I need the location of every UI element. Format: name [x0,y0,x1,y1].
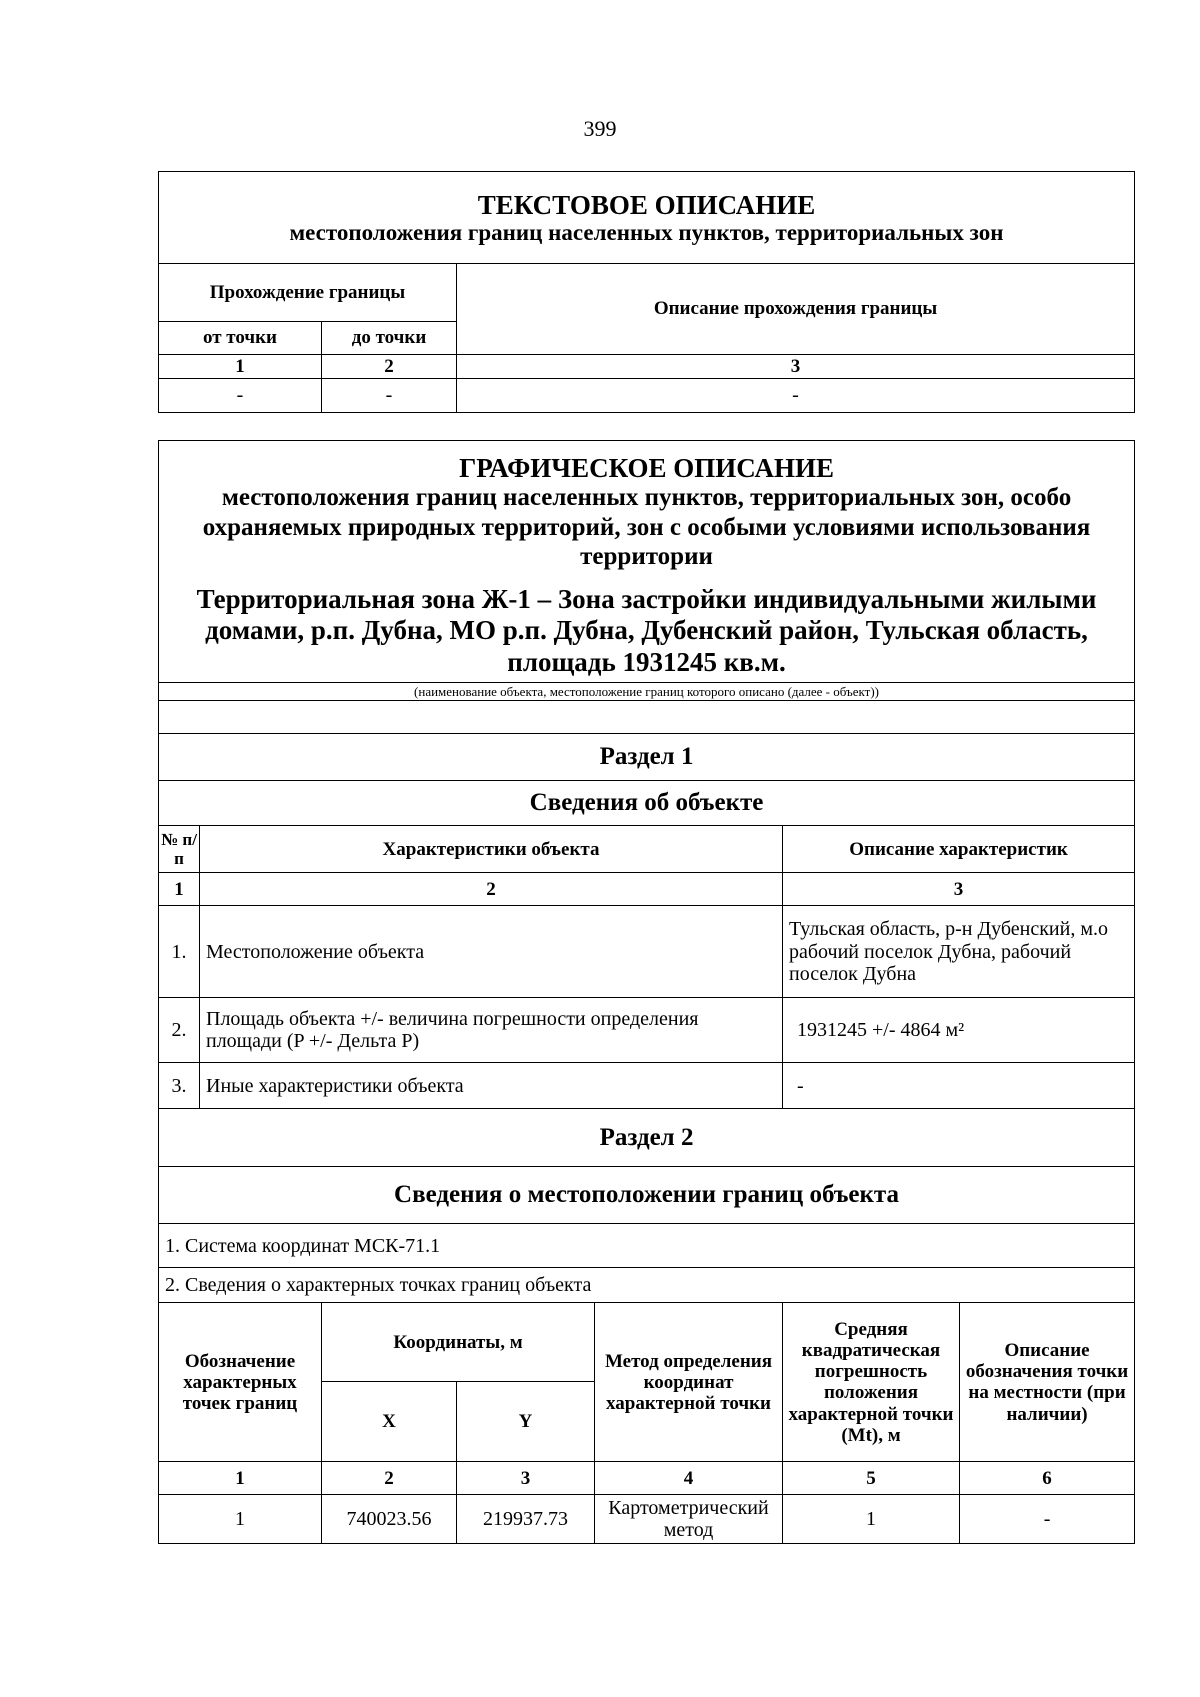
coordinates-header: Координаты, м [322,1303,595,1382]
column-number: 5 [783,1462,960,1495]
boundary-passage-header: Прохождение границы [159,264,457,322]
point-description-cell: - [960,1495,1135,1544]
section2-subtitle: Сведения о местоположении границ объекта [159,1167,1135,1224]
method-header: Метод определения координат характерной точки [595,1303,783,1462]
characteristic-value: 1931245 +/- 4864 м² [783,998,1135,1063]
row-number: 3. [159,1063,200,1109]
characteristic-value: - [783,1063,1135,1109]
x-header: X [322,1382,457,1462]
column-number: 3 [783,873,1135,906]
column-number: 2 [322,355,457,379]
characteristic-name: Иные характеристики объекта [200,1063,783,1109]
graphic-description-table [158,440,1135,1544]
characteristic-value: Тульская область, р-н Дубенский, м.о рабочий поселок Дубна, рабочий поселок Дубна [783,906,1135,998]
characteristic-name: Местоположение объекта [200,906,783,998]
x-coordinate-cell: 740023.56 [322,1495,457,1544]
column-number: 6 [960,1462,1135,1495]
point-designation-cell: 1 [159,1495,322,1544]
y-coordinate-cell: 219937.73 [457,1495,595,1544]
to-point-cell: - [322,379,457,413]
boundary-description-header: Описание прохождения границы [457,264,1135,355]
y-header: Y [457,1382,595,1462]
row-number: 1. [159,906,200,998]
section1-title: Раздел 1 [159,734,1135,781]
column-number: 4 [595,1462,783,1495]
page-number: 399 [583,116,617,141]
row-number: 2. [159,998,200,1063]
empty-row [159,701,1135,734]
method-cell: Картометрический метод [595,1495,783,1544]
row-number-header: № п/п [159,826,200,873]
error-header: Средняя квадратическая погрешность положения характерной точки (Mt), м [783,1303,960,1462]
point-description-header: Описание обозначения точки на местности (при наличии) [960,1303,1135,1462]
text-description-header [159,172,1135,264]
object-name-note: (наименование объекта, местоположение границ которого описано (далее - объект)) [159,683,1135,701]
to-point-header: до точки [322,322,457,355]
characteristics-description-header: Описание характеристик [783,826,1135,873]
graphic-description-subtitle: местоположения границ населенных пунктов, территориальных зон, особо охраняемых природных территорий, зон с особыми условиями использования территории [202,484,1091,571]
column-number: 2 [322,1462,457,1495]
error-cell: 1 [783,1495,960,1544]
boundary-description-cell: - [457,379,1135,413]
graphic-description-title: ГРАФИЧЕСКОЕ ОПИСАНИЕ [459,453,834,483]
graphic-description-header [159,441,1135,683]
from-point-cell: - [159,379,322,413]
characteristic-name: Площадь объекта +/- величина погрешности определения площади (P +/- Дельта P) [200,998,783,1063]
column-number: 1 [159,355,322,379]
text-description-title: ТЕКСТОВОЕ ОПИСАНИЕ [477,189,816,220]
text-description-subtitle: местоположения границ населенных пунктов, территориальных зон [289,219,1004,245]
column-number: 2 [200,873,783,906]
text-description-table [158,171,1135,413]
coordinate-system: 1. Система координат МСК-71.1 [159,1224,1135,1268]
column-number: 3 [457,1462,595,1495]
object-characteristics-header: Характеристики объекта [200,826,783,873]
points-heading: 2. Сведения о характерных точках границ объекта [159,1268,1135,1303]
section2-title: Раздел 2 [159,1109,1135,1167]
object-name: Территориальная зона Ж-1 – Зона застройки индивидуальными жилыми домами, р.п. Дубна, МО р.п. Дубна, Дубенский район, Тульская область, площадь 1931245 кв.м. [196,583,1097,677]
from-point-header: от точки [159,322,322,355]
column-number: 3 [457,355,1135,379]
column-number: 1 [159,873,200,906]
point-designation-header: Обозначение характерных точек границ [159,1303,322,1462]
column-number: 1 [159,1462,322,1495]
section1-subtitle: Сведения об объекте [159,781,1135,826]
